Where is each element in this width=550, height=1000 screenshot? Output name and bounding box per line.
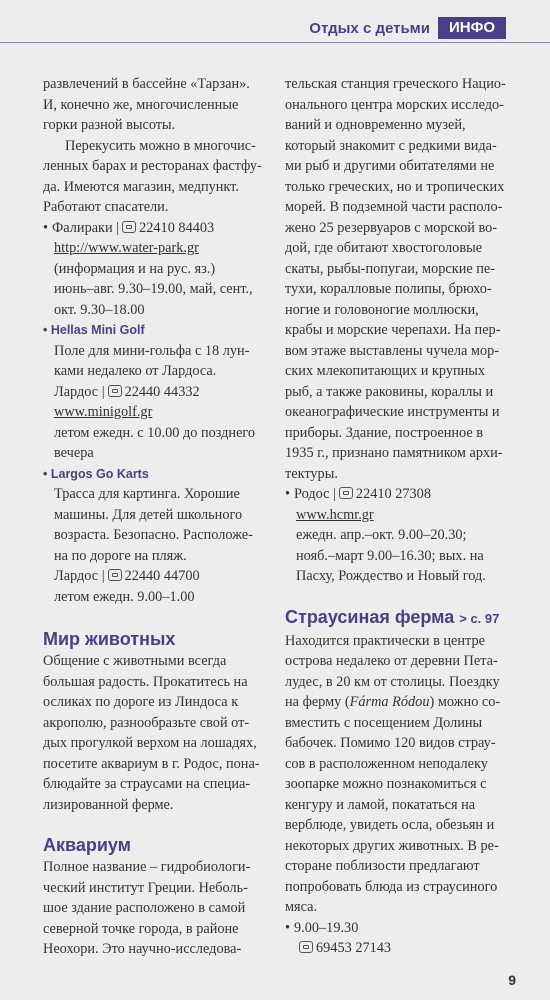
text-line: дой, где обитают хвостоголовые <box>285 240 483 256</box>
text-line: тельская станция греческого Нацио- <box>285 76 506 92</box>
page-reference: > с. 97 <box>459 610 500 626</box>
text-line: вом этаже выставлены чучела мор- <box>285 342 500 359</box>
text-line: осликах по дороге из Линдоса к <box>43 694 239 710</box>
text-line: жено 25 резервуаров с морской во- <box>285 219 498 236</box>
snack-paragraph <box>43 136 273 218</box>
waterpark-contact <box>43 218 273 321</box>
phone-icon <box>108 385 122 397</box>
page-number: 9 <box>508 972 516 988</box>
info-note: (информация и на рус. яз.) <box>54 260 216 277</box>
text-line: тектуры. <box>285 465 338 482</box>
place-name: Лардос <box>54 383 99 400</box>
phone-icon <box>299 941 313 953</box>
text-line: Работают спасатели. <box>43 199 169 215</box>
venue-name: • Largos Go Karts <box>43 464 273 485</box>
hours-line: летом ежедн. с 10.00 до позднего <box>54 424 256 441</box>
ostrich-contact <box>285 918 512 959</box>
text-line: попробовать блюда из страусиного <box>285 878 498 895</box>
aquarium-contact <box>285 484 512 587</box>
place-name: Фалираки <box>52 219 113 236</box>
phone-number: 22410 27308 <box>355 486 431 502</box>
text-line: приборы. Здание, построенное в <box>285 424 484 441</box>
text-line: ческий институт Греции. Неболь- <box>43 879 248 896</box>
hours-line: июнь–авг. 9.30–19.00, май, сент., <box>54 281 253 297</box>
hours-line: окт. 9.30–18.00 <box>54 301 145 318</box>
karts-entry <box>43 464 273 608</box>
phone-icon <box>108 569 122 581</box>
desc-line: на по дороге на пляж. <box>54 547 187 564</box>
aquarium-continued-paragraph <box>285 74 512 484</box>
text-line: ногие и головоногие моллюски, <box>285 301 479 318</box>
text-line: Неохори. Это научно-исследова- <box>43 941 242 957</box>
text-line: онального центра морских исследо- <box>285 96 504 113</box>
phone-number: 22440 44700 <box>124 568 200 584</box>
section-heading-ostrich <box>285 605 512 631</box>
hours-line: нояб.–март 9.00–16.30; вых. на <box>296 547 484 564</box>
text-line: ленных барах и ресторанах фастфу- <box>43 158 262 174</box>
text-line: горки разной высоты. <box>43 117 176 133</box>
phone-number: 22410 84403 <box>139 219 215 236</box>
text-line <box>285 694 500 710</box>
text-line: Полное название – гидробиологи- <box>43 859 251 875</box>
text-fragment: на ферму ( <box>285 694 350 710</box>
desc-line: возраста. Безопасно. Расположе- <box>54 527 253 543</box>
text-line: бабочек. Помимо 120 видов страу- <box>285 735 496 751</box>
left-column <box>43 74 273 960</box>
text-line: кенгуру и ламой, покататься на <box>285 796 476 813</box>
text-line: лудес, в 20 км от столицы. Поездку <box>285 673 500 690</box>
text-line: Находится практически в центре <box>285 632 485 649</box>
place-name: Родос <box>294 486 330 502</box>
hours-line: вечера <box>54 445 94 461</box>
text-line: тухи, коралловые полипы, брюхо- <box>285 281 492 297</box>
hours-line: • 9.00–19.30 <box>285 918 512 939</box>
venue-name: • Hellas Mini Golf <box>43 320 273 341</box>
section-heading-animals: Мир животных <box>43 629 176 649</box>
text-line: северной точке города, в районе <box>43 920 239 937</box>
minigolf-entry <box>43 320 273 464</box>
desc-line: ками недалеко от Лардоса. <box>54 363 217 379</box>
desc-line: Поле для мини-гольфа с 18 лун- <box>54 342 250 359</box>
text-line: зоопарке можно познакомиться с <box>285 776 487 792</box>
text-line: который знакомит с редкими вида- <box>285 137 497 154</box>
text-line: посетите аквариум в г. Родос, пона- <box>43 755 260 772</box>
text-line: рыб, а также раковины, кораллы и <box>285 383 494 400</box>
desc-line: Трасса для картинга. Хорошие <box>54 486 240 502</box>
text-line: 1935 г., признано памятником архи- <box>285 445 503 461</box>
website-link[interactable]: www.minigolf.gr <box>54 404 153 420</box>
text-line: акрополю, разнообразьте свой от- <box>43 714 250 731</box>
hours-line: Пасху, Рождество и Новый год. <box>296 568 486 584</box>
website-link[interactable]: www.hcmr.gr <box>296 506 374 523</box>
phone-number: 69453 27143 <box>316 940 392 956</box>
heading-text: Страусиная ферма <box>285 606 455 627</box>
aquarium-paragraph <box>43 857 273 960</box>
text-line: ми рыб и другими обитателями не <box>285 158 495 174</box>
text-line: лизированной ферме. <box>43 796 174 813</box>
phone-icon <box>122 221 136 233</box>
contact-line: • Фалираки | 22410 84403 <box>43 218 273 239</box>
text-line: крабы и морские черепахи. На пер- <box>285 322 501 338</box>
text-fragment: ) можно со- <box>429 694 501 710</box>
text-line: блюдайте за страусами на специа- <box>43 776 251 792</box>
text-line: вместить с посещением Долины <box>285 714 483 731</box>
contact-line: Лардос | 22440 44700 <box>54 568 200 584</box>
text-line: сторане поблизости предлагают <box>285 858 480 874</box>
text-line: Общение с животными всегда <box>43 653 227 669</box>
section-title: Отдых с детьми <box>309 20 430 37</box>
desc-line: машины. Для детей школьного <box>54 506 243 523</box>
hours-line: летом ежедн. 9.00–1.00 <box>54 588 195 605</box>
text-line: сов в расположенном неподалеку <box>285 755 488 772</box>
text-line: острова недалеко от деревни Пета- <box>285 653 498 669</box>
text-line: некоторых других животных. В ре- <box>285 837 499 854</box>
phone-icon <box>339 487 353 499</box>
place-name: Лардос <box>54 568 99 584</box>
text-line: ваний и одновременно музей, <box>285 117 466 133</box>
text-line: да. Имеются магазин, медпункт. <box>43 178 239 195</box>
text-line: океанографические инструменты и <box>285 404 500 420</box>
ostrich-paragraph <box>285 631 512 918</box>
contact-line: Лардос | 22440 44332 <box>54 383 200 400</box>
info-badge: ИНФО <box>438 17 506 39</box>
text-line: скаты, рыбы-попугаи, морские пе- <box>285 260 496 277</box>
section-heading-aquarium: Аквариум <box>43 835 131 855</box>
text-line: морей. В подземной части располо- <box>285 199 503 215</box>
text-line: дых прогулкой верхом на лошадях, <box>43 735 257 751</box>
text-line: большая радость. Прокатитесь на <box>43 673 248 690</box>
contact-line <box>285 938 512 959</box>
hours-line: ежедн. апр.–окт. 9.00–20.30; <box>296 527 467 543</box>
website-link[interactable]: http://www.water-park.gr <box>54 240 199 256</box>
right-column <box>285 74 512 959</box>
italic-name: Fárma Ródou <box>349 694 430 710</box>
text-line: мяса. <box>285 899 318 915</box>
animals-paragraph <box>43 651 273 815</box>
text-line: ских млекопитающих и крупных <box>285 363 486 379</box>
page-header <box>0 14 550 43</box>
text-line: И, конечно же, многочисленные <box>43 96 239 113</box>
text-line: Перекусить можно в многочис- <box>65 137 256 154</box>
text-line: только греческих, но и тропических <box>285 178 505 195</box>
intro-paragraph <box>43 74 273 136</box>
phone-number: 22440 44332 <box>124 383 200 400</box>
text-line: развлечений в бассейне «Тарзан». <box>43 76 250 92</box>
contact-line: • Родос | 22410 27308 <box>285 484 512 505</box>
text-line: шое здание расположено в самой <box>43 900 246 916</box>
text-line: верблюде, увидеть осла, обезьян и <box>285 817 495 833</box>
